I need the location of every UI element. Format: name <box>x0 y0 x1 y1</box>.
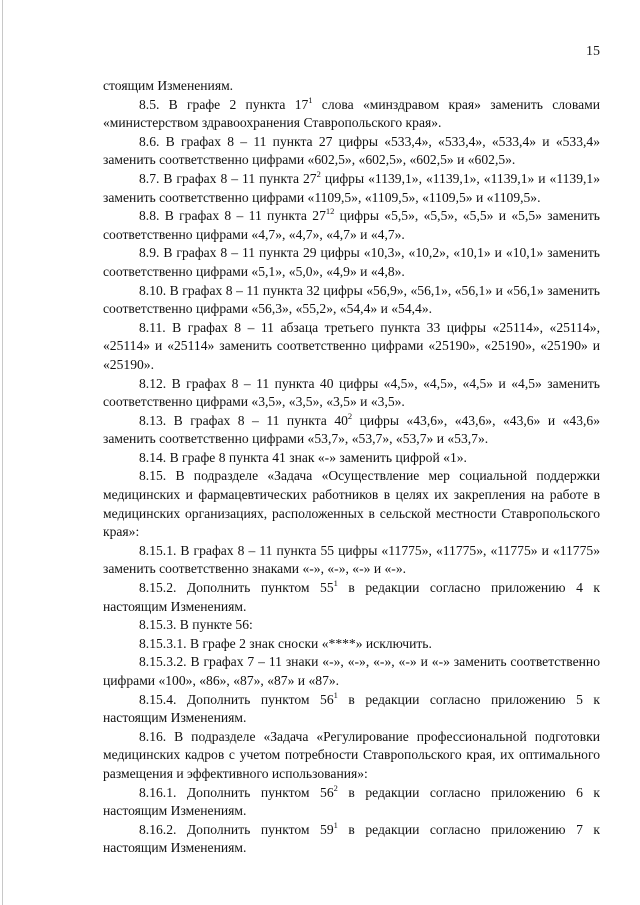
text-run: 8.12. В графах 8 – 11 пункта 40 цифры «4,5», «4,5», «4,5» и «4,5» заменить соответственно цифрами «3,5», «3,5», «3,5» и «3,5». <box>103 375 600 410</box>
superscript: 1 <box>308 94 313 105</box>
text-run: цифры «43,6», «43,6», «43,6» и «43,6» заменить соответственно цифрами «53,7», «53,7», «53,7» и «53,7». <box>103 412 600 447</box>
paragraph <box>103 542 600 579</box>
paragraph <box>103 653 600 690</box>
text-run: в редакции согласно приложению 6 к настоящим Изменениям. <box>103 784 601 819</box>
text-run: 8.15.4. Дополнить пунктом 56 <box>139 691 334 707</box>
paragraph <box>103 96 600 133</box>
text-run: 8.15.3.2. В графах 7 – 11 знаки «-», «-», «-», «-» и «-» заменить соответственно цифрами «100», «86», «87», «87» и «87». <box>103 654 600 688</box>
text-run: 8.10. В графах 8 – 11 пункта 32 цифры «56,9», «56,1», «56,1» и «56,1» заменить соответственно цифрами «56,3», «55,2», «54,4» и «54,4». <box>103 282 600 317</box>
text-run: стоящим Изменениям. <box>103 78 234 93</box>
paragraph <box>103 282 600 319</box>
paragraph <box>103 691 600 728</box>
page-number: 15 <box>586 44 600 59</box>
superscript: 1 <box>333 689 338 700</box>
paragraph <box>103 412 600 449</box>
text-run: 8.5. В графе 2 пункта 17 <box>139 96 309 112</box>
superscript: 1 <box>333 819 338 830</box>
text-run: 8.15. В подразделе «Задача «Осуществление мер социальной поддержки медицинских и фармацевтических работников в целях их закрепления на работе в медицинских организациях, расположенных в сельской местности Ставропольского края»: <box>103 468 600 540</box>
text-run: 8.7. В графах 8 – 11 пункта 27 <box>139 170 317 186</box>
paragraph <box>103 449 600 468</box>
paragraph <box>103 170 600 207</box>
paragraph <box>103 616 600 635</box>
text-run: 8.16.1. Дополнить пунктом 56 <box>139 784 334 800</box>
text-run: 8.16. В подразделе «Задача «Регулирование профессиональной подготовки медицинских кадров с учетом потребности Ставропольского края, их оптимального размещения и эффективного использования»: <box>103 728 600 781</box>
paragraph <box>103 77 600 96</box>
text-run: 8.8. В графах 8 – 11 пункта 27 <box>139 208 326 224</box>
text-run: 8.15.1. В графах 8 – 11 пункта 55 цифры «11775», «11775», «11775» и «11775» заменить соответственно знаками «-», «-», «-» и «-». <box>103 542 600 577</box>
text-run: 8.6. В графах 8 – 11 пункта 27 цифры «533,4», «533,4», «533,4» и «533,4» заменить соответственно цифрами «602,5», «602,5», «602,5» и «602,5». <box>103 133 600 168</box>
paragraph <box>103 319 600 375</box>
superscript: 2 <box>316 168 321 179</box>
paragraph <box>103 635 600 654</box>
paragraph <box>103 467 600 541</box>
text-run: 8.14. В графе 8 пункта 41 знак «-» заменить цифрой «1». <box>139 449 467 465</box>
scan-edge-line <box>2 0 3 905</box>
text-run: 8.15.2. Дополнить пунктом 55 <box>139 580 334 596</box>
superscript: 2 <box>333 782 338 793</box>
paragraph <box>103 133 600 170</box>
text-run: в редакции согласно приложению 4 к настоящим Изменениям. <box>103 580 601 614</box>
text-run: цифры «5,5», «5,5», «5,5» и «5,5» заменить соответственно цифрами «4,7», «4,7», «4,7» и «4,7». <box>103 208 600 242</box>
text-run: 8.16.2. Дополнить пунктом 59 <box>139 821 334 837</box>
text-run: слова «минздравом края» заменить словами «министерством здравоохранения Ставропольского края». <box>103 96 600 131</box>
text-run: 8.15.3.1. В графе 2 знак сноски «****» исключить. <box>139 635 432 651</box>
text-run: в редакции согласно приложению 5 к настоящим Изменениям. <box>103 691 601 726</box>
paragraph <box>103 244 600 281</box>
paragraph <box>103 207 600 244</box>
text-run: 8.13. В графах 8 – 11 пункта 40 <box>139 412 348 428</box>
paragraph <box>103 784 600 821</box>
text-run: 8.15.3. В пункте 56: <box>139 617 253 633</box>
text-run: в редакции согласно приложению 7 к настоящим Изменениям. <box>103 821 601 856</box>
superscript: 1 <box>333 578 338 589</box>
paragraph <box>103 375 600 412</box>
paragraph <box>103 579 600 616</box>
document-body <box>103 77 600 858</box>
text-run: цифры «1139,1», «1139,1», «1139,1» и «1139,1» заменить соответственно цифрами «1109,5», «1109,5», «1109,5» и «1109,5». <box>103 170 601 205</box>
text-run: 8.9. В графах 8 – 11 пункта 29 цифры «10,3», «10,2», «10,1» и «10,1» заменить соответственно цифрами «5,1», «5,0», «4,9» и «4,8». <box>103 245 600 279</box>
superscript: 12 <box>325 206 335 217</box>
paragraph <box>103 821 600 858</box>
paragraph <box>103 728 600 784</box>
text-run: 8.11. В графах 8 – 11 абзаца третьего пункта 33 цифры «25114», «25114», «25114» и «25114» заменить соответственно цифрами «25190», «25190», «25190» и «25190». <box>103 319 600 372</box>
superscript: 2 <box>347 410 353 421</box>
